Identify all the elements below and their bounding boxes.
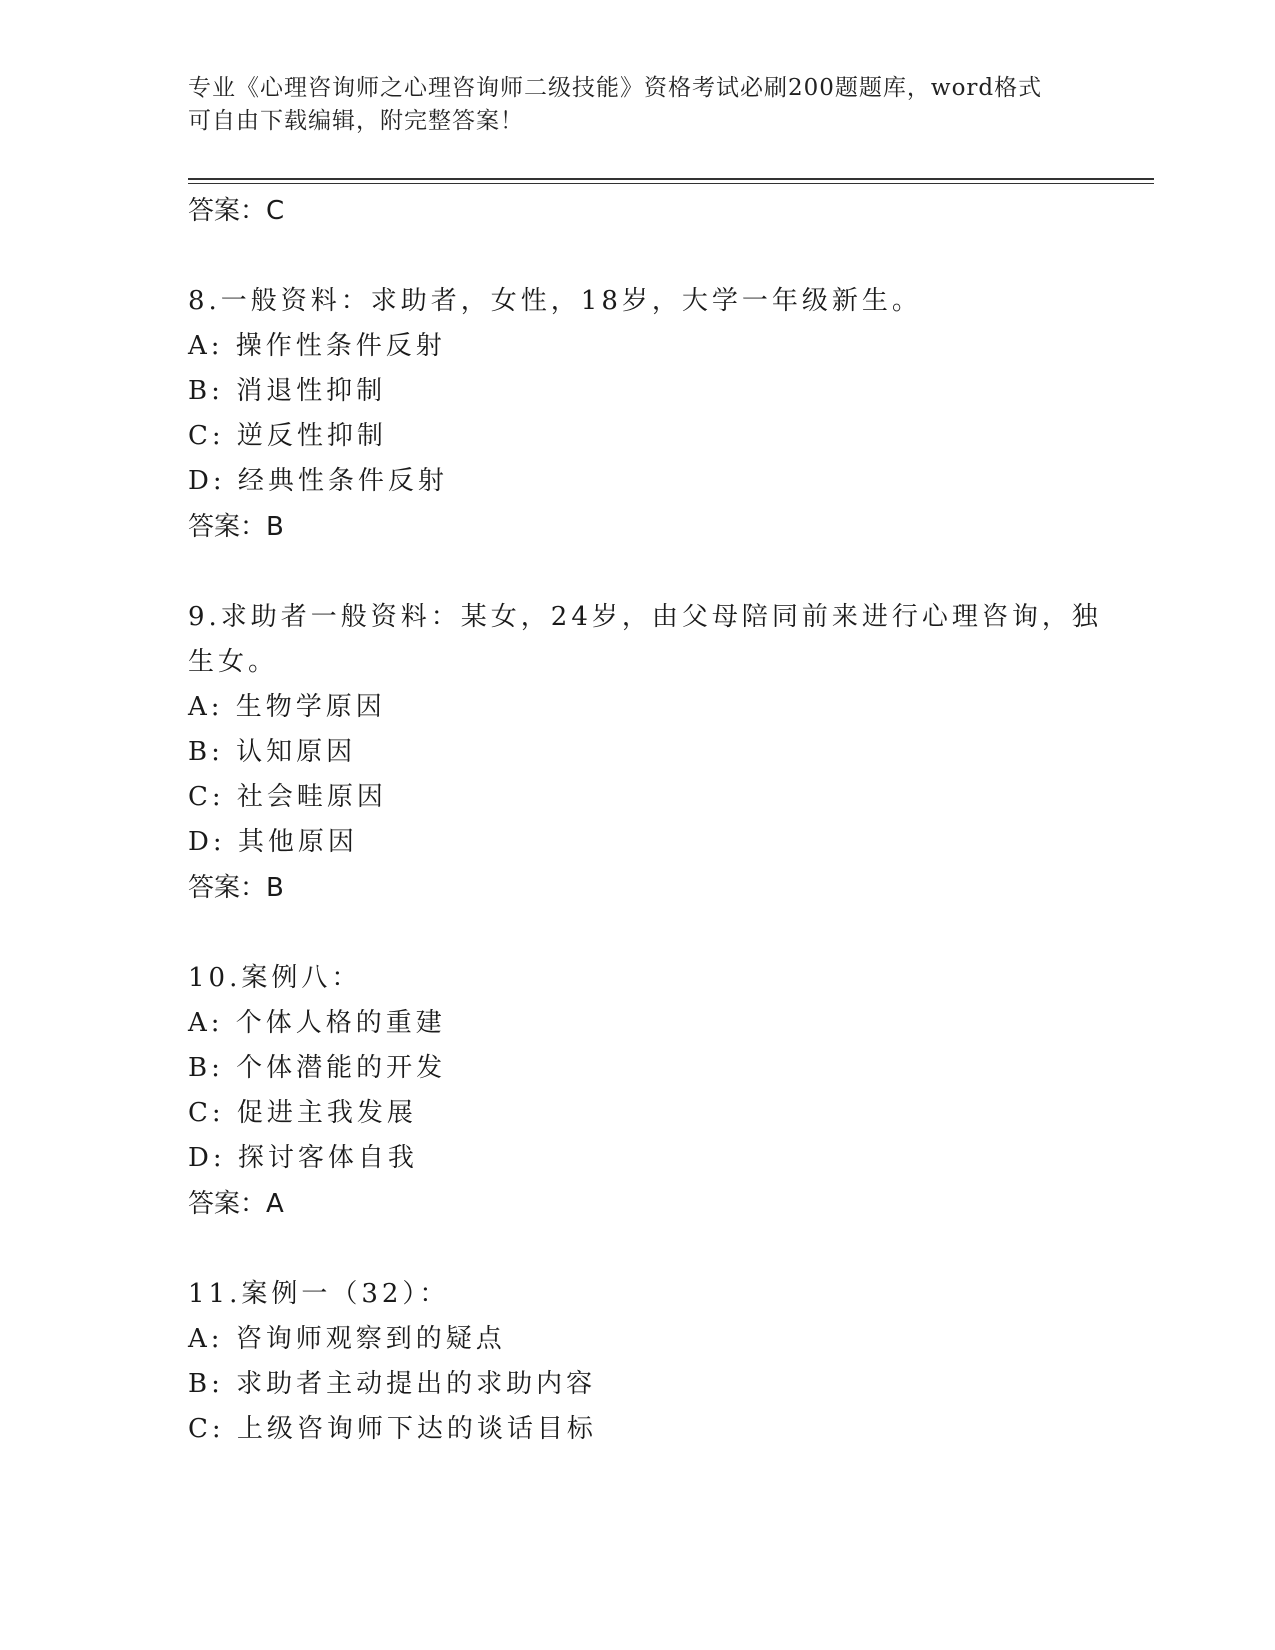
question-list [188,188,1102,1452]
question-9 [188,595,1102,911]
option-b: B: 认知原因 [188,737,357,767]
option-c: C: 社会畦原因 [188,782,387,812]
question-text: 10.案例八： [188,963,362,993]
question-text-line-2: 生女。 [188,647,279,677]
question-text: 11.案例一（32）： [188,1279,450,1309]
document-header [188,72,1068,138]
header-rule-thick [188,178,1154,180]
option-c: C: 上级咨询师下达的谈话目标 [188,1414,597,1444]
question-8 [188,279,1088,550]
header-rule-thin [188,183,1154,184]
option-c: C: 促进主我发展 [188,1098,417,1128]
option-b: B: 求助者主动提出的求助内容 [188,1369,597,1399]
option-a: A: 操作性条件反射 [188,331,446,361]
option-b: B: 消退性抑制 [188,376,387,406]
answer-line: 答案：A [188,1189,284,1219]
option-d: D: 其他原因 [188,827,358,857]
option-a: A: 生物学原因 [188,692,386,722]
answer-line: 答案：B [188,873,284,903]
option-a: A: 咨询师观察到的疑点 [188,1324,506,1354]
header-line-1: 专业《心理咨询师之心理咨询师二级技能》资格考试必刷200题题库，word格式 [188,75,1043,101]
option-d: D: 经典性条件反射 [188,466,448,496]
header-line-2: 可自由下载编辑，附完整答案！ [188,108,524,134]
question-text [188,595,1102,685]
question-text-line-1: 9.求助者一般资料：某女，24岁，由父母陪同前来进行心理咨询，独 [188,602,1102,632]
question-text: 8.一般资料：求助者，女性，18岁，大学一年级新生。 [188,286,922,316]
answer-line: 答案：B [188,512,284,542]
option-d: D: 探讨客体自我 [188,1143,418,1173]
question-10 [188,956,1088,1227]
option-b: B: 个体潜能的开发 [188,1053,447,1083]
option-c: C: 逆反性抑制 [188,421,387,451]
question-11 [188,1272,1088,1452]
answer-line: 答案：C [188,196,285,226]
option-a: A: 个体人格的重建 [188,1008,446,1038]
